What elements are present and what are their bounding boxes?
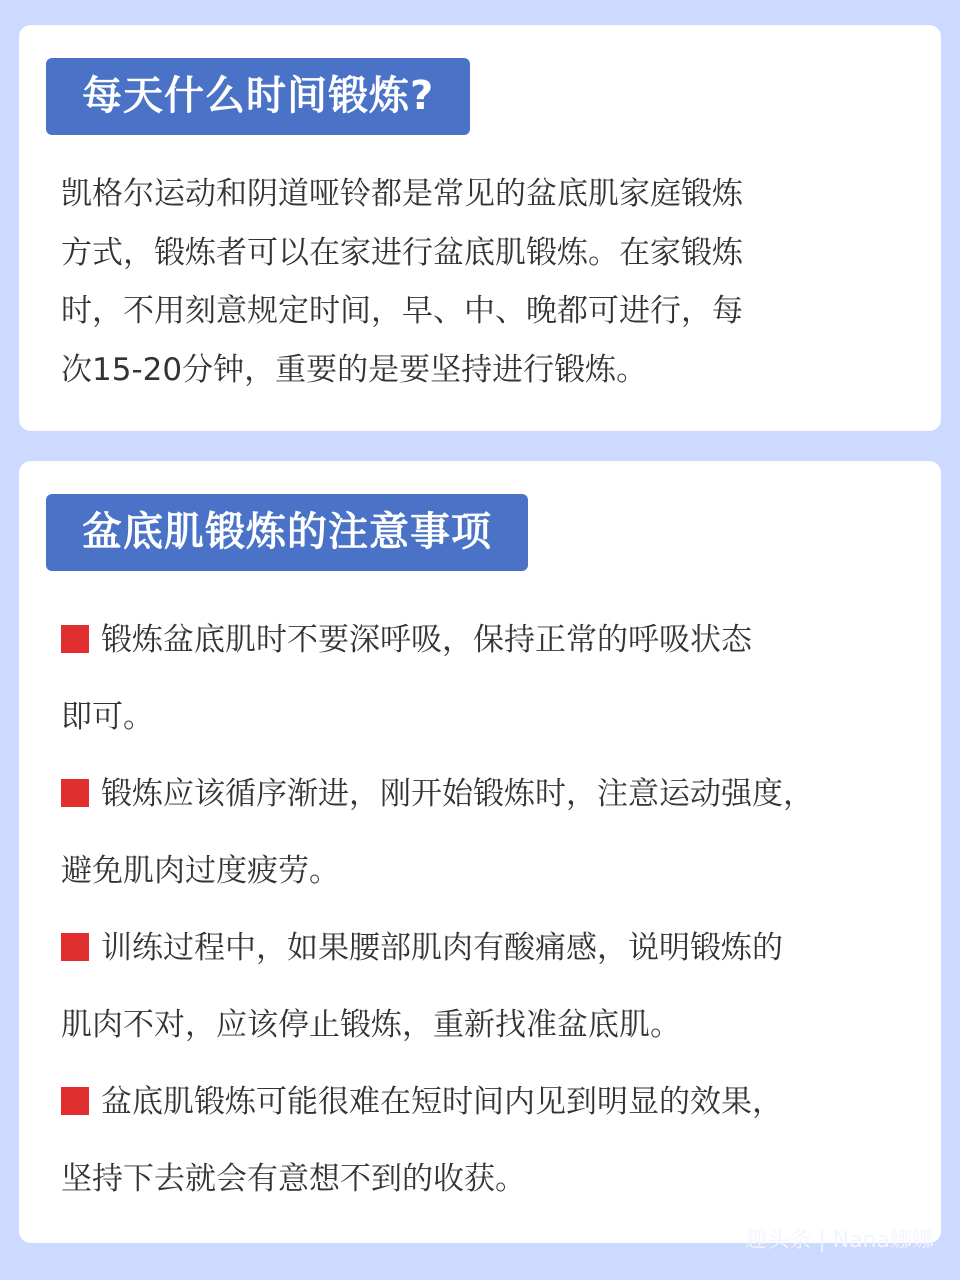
red-square-bullet-icon	[61, 779, 89, 807]
precautions-list	[61, 602, 921, 1218]
tip-text: 即可。	[61, 699, 154, 735]
red-square-bullet-icon	[61, 625, 89, 653]
red-square-bullet-icon	[61, 1087, 89, 1115]
tip-text: 盆底肌锻炼可能很难在短时间内见到明显的效果，	[101, 1084, 783, 1120]
red-square-bullet-icon	[61, 933, 89, 961]
timing-card	[19, 25, 941, 431]
list-item	[61, 756, 921, 910]
tip-text: 训练过程中，如果腰部肌肉有酸痛感，说明锻炼的	[101, 930, 783, 966]
tip-text: 锻炼应该循序渐进，刚开始锻炼时，注意运动强度，	[101, 776, 814, 812]
timing-paragraph	[61, 165, 881, 399]
section-title-timing: 每天什么时间锻炼?	[46, 58, 470, 135]
paragraph-line: 凯格尔运动和阴道哑铃都是常见的盆底肌家庭锻炼	[61, 176, 743, 212]
paragraph-line: 方式，锻炼者可以在家进行盆底肌锻炼。在家锻炼	[61, 234, 743, 271]
tip-text: 避免肌肉过度疲劳。	[61, 853, 340, 889]
tip-text: 坚持下去就会有意想不到的收获。	[61, 1161, 526, 1197]
precautions-card	[19, 461, 941, 1243]
tip-text: 肌肉不对，应该停止锻炼，重新找准盆底肌。	[61, 1007, 681, 1043]
list-item	[61, 602, 921, 756]
tip-text: 锻炼盆底肌时不要深呼吸，保持正常的呼吸状态	[101, 622, 752, 658]
list-item	[61, 910, 921, 1064]
watermark: 趣头条 | Nana娜娜	[745, 1228, 934, 1253]
paragraph-line: 时，不用刻意规定时间，早、中、晚都可进行，每	[61, 293, 743, 329]
section-title-precautions: 盆底肌锻炼的注意事项	[46, 494, 528, 571]
paragraph-line: 次15-20分钟，重要的是要坚持进行锻炼。	[61, 351, 648, 388]
list-item	[61, 1064, 921, 1218]
